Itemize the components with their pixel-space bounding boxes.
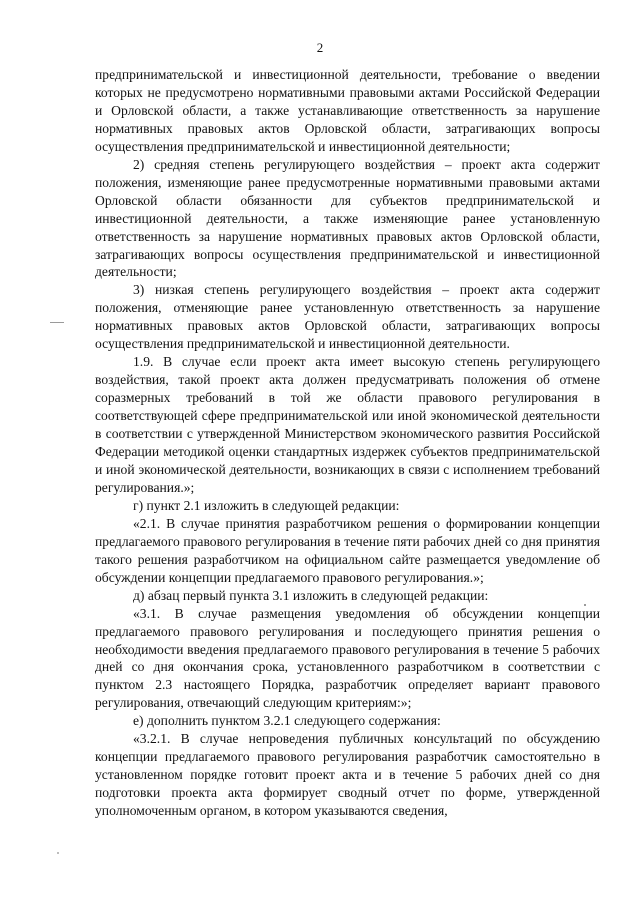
paragraph-continuation: предпринимательской и инвестиционной деятельности, требование о введении которых не предусмотрено нормативными правовыми актами Российской Федерации и Орловской области, а также устанавливающие ответственность за нарушение нормативных правовых актов Орловской области, затрагивающих вопросы осуществления предпринимательской и инвестиционной деятельности; [95, 67, 600, 154]
paragraph-item-2: 2) средняя степень регулирующего воздействия – проект акта содержит положения, изменяющие ранее предусмотренные нормативными правовыми актами Орловской области обязанности для субъектов предпринимательской и инвестиционной деятельности, а также изменяющие ранее установленную ответственность за нарушение нормативных правовых актов Орловской области, затрагивающих вопросы осуществления предпринимательской и инвестиционной деятельности; [95, 156, 600, 280]
paragraph-amendment-d: д) абзац первый пункта 3.1 изложить в следующей редакции: [133, 587, 489, 603]
paragraph-item-3: 3) низкая степень регулирующего воздействия – проект акта содержит положения, отменяющие ранее установленную ответственность за нарушение нормативных правовых актов Орловской области, затрагивающих вопросы осуществления предпринимательской и инвестиционной деятельности. [95, 282, 600, 352]
margin-mark [50, 322, 64, 323]
paragraph-clause-3-1: «3.1. В случае размещения уведомления об обсуждении концепции предлагаемого правового регулирования и последующего принятия решения о необходимости введения предлагаемого правового регулирования в течение 5 рабочих дней со дня окончания срока, установленного разработчиком в соответствии с пунктом 2.3 настоящего Порядка, разработчик определяет вариант правового регулирования, отвечающий следующим критериям:»; [95, 605, 600, 711]
paragraph-clause-3-2-1: «3.2.1. В случае непроведения публичных консультаций по обсуждению концепции предлагаемого правового регулирования разработчик самостоятельно в установленном порядке готовит проект акта и в течение 5 рабочих дней со дня подготовки проекта акта формирует сводный отчет по форме, утвержденной уполномоченным органом, в котором указываются сведения, [95, 731, 600, 819]
paragraph-clause-1-9: 1.9. В случае если проект акта имеет высокую степень регулирующего воздействия, такой проект акта должен предусматривать положения об отмене соразмерных требований в той же области правового регулирования в соответствующей сфере предпринимательской или иной экономической деятельности в соответствии с утвержденной Министерством экономического развития Российской Федерации методикой оценки стандартных издержек субъектов предпринимательской и иной экономической деятельности, возникающих в связи с исполнением требований регулирования.»; [95, 354, 600, 495]
paragraph-amendment-g: г) пункт 2.1 изложить в следующей редакции: [133, 497, 400, 513]
scan-speck [57, 852, 59, 854]
page-number: 2 [316, 40, 324, 55]
document-body [95, 66, 600, 820]
paragraph-clause-2-1: «2.1. В случае принятия разработчиком решения о формировании концепции предлагаемого правового регулирования в течение пяти рабочих дней со дня принятия такого решения разработчиком на официальном сайте размещается уведомление об обсуждении концепции предлагаемого правового регулирования.»; [95, 515, 600, 585]
paragraph-amendment-e: е) дополнить пунктом 3.2.1 следующего содержания: [133, 713, 441, 729]
